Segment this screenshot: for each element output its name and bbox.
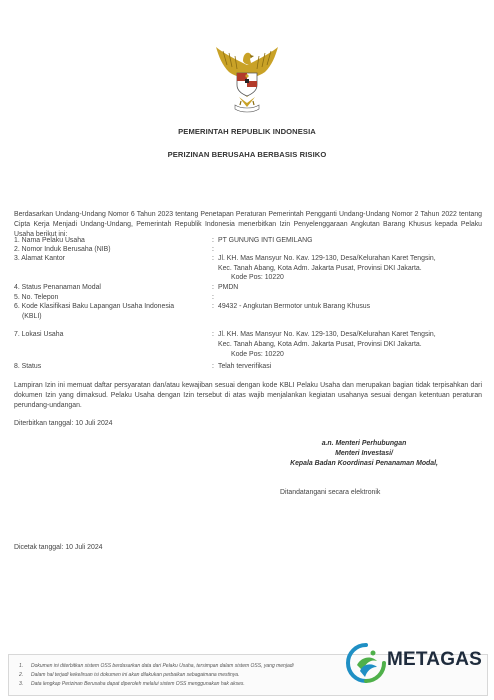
field-label-status-modal: 4. Status Penanaman Modal bbox=[14, 284, 101, 291]
field-value-nama: PT GUNUNG INTI GEMILANG bbox=[218, 237, 313, 244]
field-sep: : bbox=[212, 363, 214, 370]
garuda-emblem-icon bbox=[213, 45, 281, 117]
footer-note: 2. Dalam hal terjadi kekeliruan isi dokumen ini akan dilakukan perbaikan sebagaimana mestinya. bbox=[19, 672, 240, 678]
field-value-lokasi-3: Kode Pos: 10220 bbox=[231, 351, 284, 358]
printed-date: Dicetak tanggal: 10 Juli 2024 bbox=[14, 544, 103, 551]
field-sep: : bbox=[212, 246, 214, 253]
field-label-nib: 2. Nomor Induk Berusaha (NIB) bbox=[14, 246, 111, 253]
metagas-watermark-text: METAGAS bbox=[387, 649, 482, 670]
field-value-lokasi-2: Kec. Tanah Abang, Kota Adm. Jakarta Pusat, Provinsi DKI Jakarta. bbox=[218, 341, 422, 348]
field-value-status: Telah terverifikasi bbox=[218, 363, 272, 370]
field-value-alamat-1: Jl. KH. Mas Mansyur No. Kav. 129-130, Desa/Kelurahan Karet Tengsin, bbox=[218, 255, 436, 262]
field-value-lokasi-1: Jl. KH. Mas Mansyur No. Kav. 129-130, Desa/Kelurahan Karet Tengsin, bbox=[218, 331, 436, 338]
field-label-status: 8. Status bbox=[14, 363, 42, 370]
footer-note: 1. Dokumen ini diterbitkan sistem OSS berdasarkan data dari Pelaku Usaha, tersimpan dalam sistem OSS, yang menjadi bbox=[19, 663, 294, 669]
field-sep: : bbox=[212, 293, 214, 301]
field-label-telepon: 5. No. Telepon bbox=[14, 293, 59, 301]
field-label-kbli-2: (KBLI) bbox=[22, 312, 42, 320]
signature-line-2: Menteri Investasi/ bbox=[335, 450, 393, 457]
intro-paragraph: Berdasarkan Undang-Undang Nomor 6 Tahun 2023 tentang Penetapan Peraturan Pemerintah Pengganti Undang-Undang Nomor 2 Tahun 2022 tentang Cipta Kerja Menjadi Undang-Undang, Pemerintah Republik Indonesia menerbitkan Izin Penyelenggaraan Angkutan Barang Khusus kepada Pelaku Usaha berikut ini: bbox=[14, 211, 482, 238]
page-subtitle: PERIZINAN BERUSAHA BERBASIS RISIKO bbox=[167, 150, 327, 159]
field-value-status-modal: PMDN bbox=[218, 284, 239, 291]
issued-date: Diterbitkan tanggal: 10 Juli 2024 bbox=[14, 420, 113, 427]
field-sep: : bbox=[212, 303, 214, 310]
field-sep: : bbox=[212, 284, 214, 291]
signature-line-1: a.n. Menteri Perhubungan bbox=[321, 440, 407, 447]
field-value-alamat-3: Kode Pos: 10220 bbox=[231, 274, 284, 281]
footer-note: 3. Data lengkap Perizinan Berusaha dapat diperoleh melalui sistem OSS menggunakan hak akses. bbox=[19, 681, 245, 687]
field-label-alamat: 3. Alamat Kantor bbox=[14, 255, 65, 262]
field-sep: : bbox=[212, 331, 214, 338]
field-label-nama: 1. Nama Pelaku Usaha bbox=[14, 237, 85, 244]
lampiran-paragraph: Lampiran Izin ini memuat daftar persyaratan dan/atau kewajiban sesuai dengan kode KBLI Pelaku Usaha dan merupakan bagian tidak terpisahkan dari dokumen Izin yang dimaksud. Pelaku Usaha dengan Izin tersebut di atas wajib menjalankan kegiatan usahanya sesuai dengan ketentuan peraturan perundang-undangan. bbox=[14, 382, 482, 409]
page-title: PEMERINTAH REPUBLIK INDONESIA bbox=[178, 127, 316, 136]
field-sep: : bbox=[212, 237, 214, 244]
signature-line-3: Kepala Badan Koordinasi Penanaman Modal, bbox=[290, 460, 438, 467]
field-label-kbli: 6. Kode Klasifikasi Baku Lapangan Usaha Indonesia bbox=[14, 303, 175, 310]
field-label-lokasi: 7. Lokasi Usaha bbox=[14, 331, 64, 338]
field-value-alamat-2: Kec. Tanah Abang, Kota Adm. Jakarta Pusat, Provinsi DKI Jakarta. bbox=[218, 264, 422, 272]
electronic-signature-note: Ditandatangani secara elektronik bbox=[280, 489, 381, 496]
field-sep: : bbox=[212, 255, 214, 262]
field-value-kbli: 49432 - Angkutan Bermotor untuk Barang Khusus bbox=[218, 303, 371, 310]
metagas-logo-icon bbox=[343, 641, 389, 687]
